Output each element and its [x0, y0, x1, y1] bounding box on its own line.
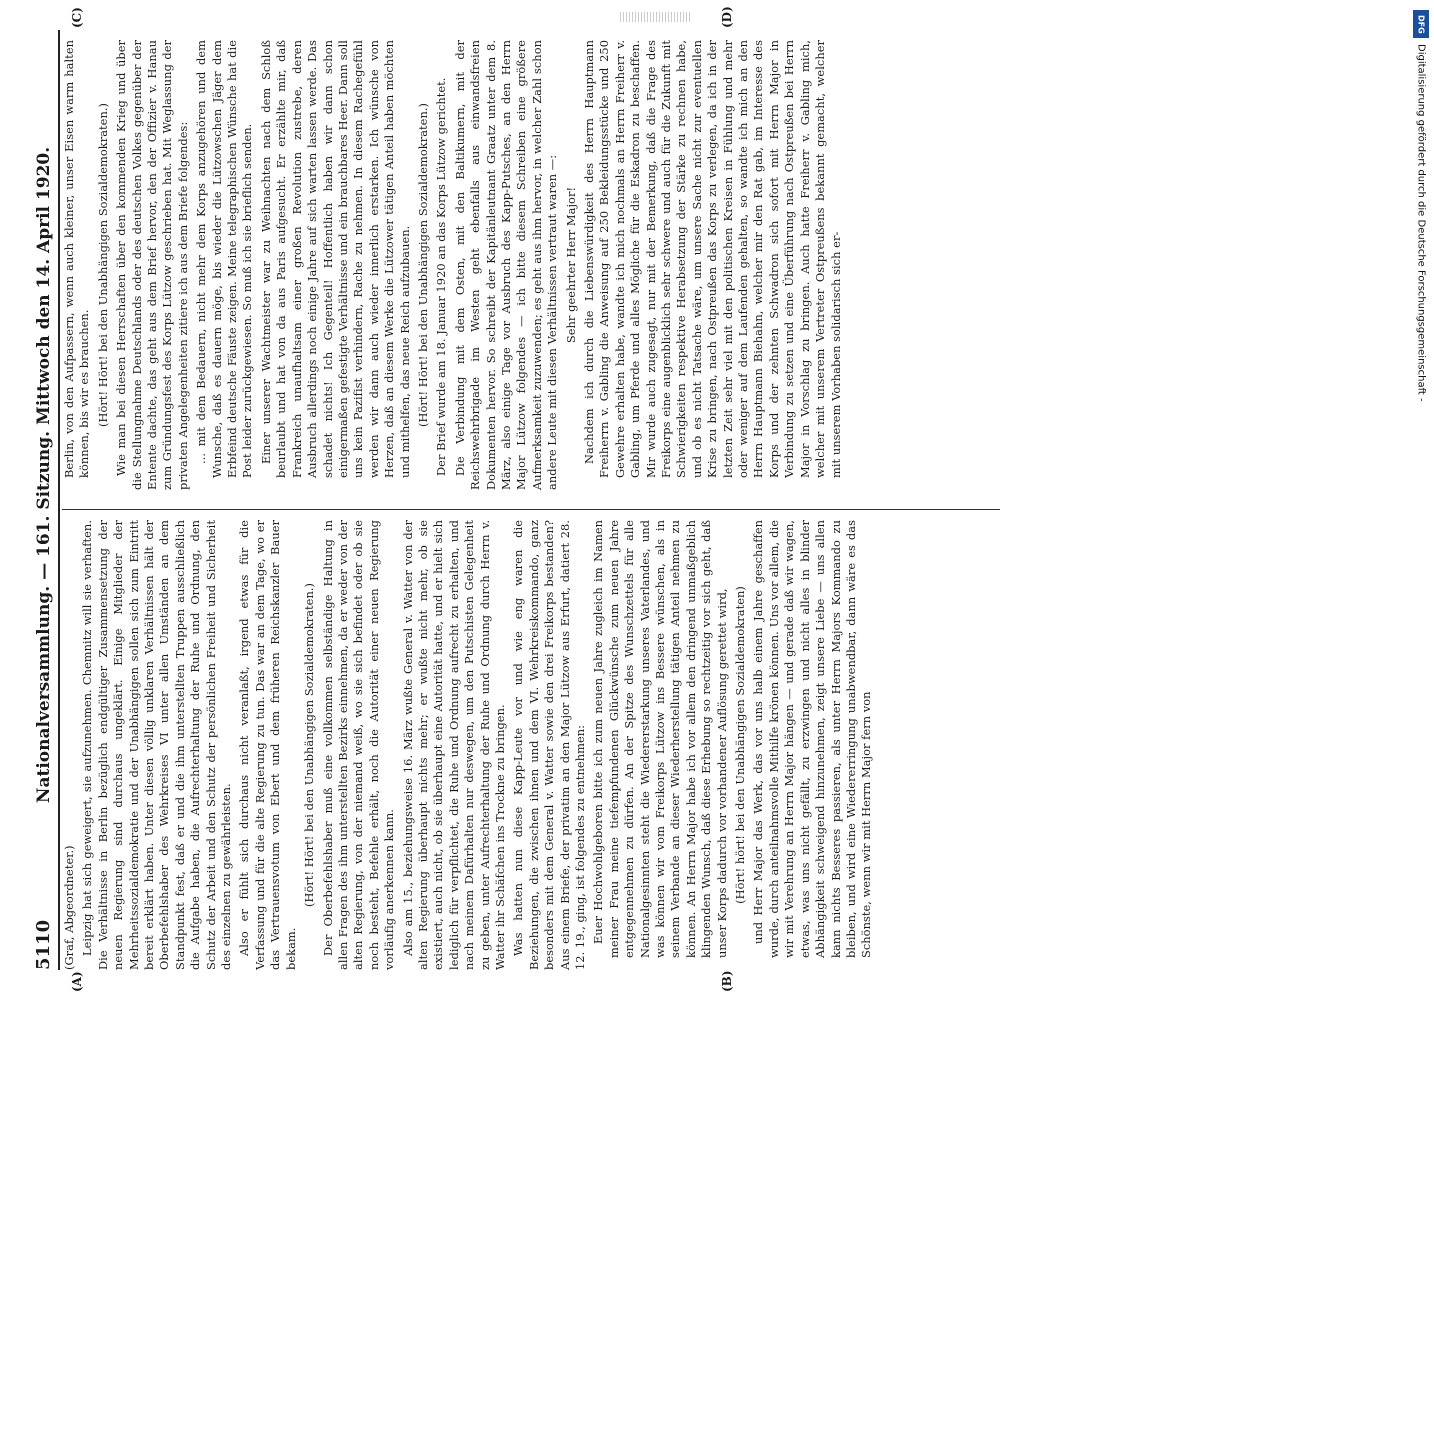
quoted-letter: Einer unserer Wachtmeister war zu Weihnachten nach dem Schloß beurlaubt und hat von da aus Paris aufgesucht. Er erzählte mir, daß Frankreich unaufhaltsam einer großen Revolution zustrebe, deren Ausbruch allerdings noch einige Jahre auf sich warten lassen werde. Das schadet nichts! Ich Gegenteil! Hoffentlich haben wir dann schon einigermaßen gefestigte Verhältnisse und ein brauchbares Heer. Dann soll uns kein Pazifist verhindern, Rache zu nehmen. In diesem Rachegefühl werden wir dann auch wieder innerlich erstarken. Ich wünsche von Herzen, daß an diesem Werke die Lützower tätigen Anteil haben möchten und mithelfen, das neue Reich aufzubauen.: [258, 40, 412, 478]
paragraph: Leipzig hat sich geweigert, sie aufzunehmen. Chemnitz will sie verhaften. Die Verhältnisse in Berlin bezüglich endgültiger Zusammensetzung der neuen Regierung sind durchaus ungeklärt. Einige Mitglieder der Mehrheitssozialdemokratie und der Unabhängigen sollen sich zum Eintritt bereit erklärt haben. Unter diesen völlig unklaren Verhältnissen hält der Oberbefehlshaber des Wehrkreises VI unter allen Umständen an dem Standpunkt fest, daß er und die ihm unterstellten Truppen ausschließlich die Aufgabe haben, die Aufrechterhaltung der Ruhe und Ordnung, den Schutz der Arbeit und den Schutz der persönlichen Freiheit und Sicherheit des einzelnen zu gewährleisten.: [80, 520, 234, 970]
document-page: [0, 0, 1000, 1000]
interjection: (Hört! hört! bei den Unabhängigen Sozialdemokraten): [733, 586, 748, 904]
paragraph: Also am 15., beziehungsweise 16. März wußte General v. Watter von der alten Regierung überhaupt nichts mehr; er wußte nicht mehr, ob sie existiert, auch nicht, ob sie überhaupt eine Autorität hatte, und er hielt sich lediglich für verpflichtet, die Ruhe und Ordnung aufrecht zu erhalten, und nach meinem Dafürhalten nur deswegen, um den Putschisten Gelegenheit zu geben, unter Aufrechterhaltung der Ruhe und Ordnung durch Herrn v. Watter ihr Schäfchen ins Trockne zu bringen.: [400, 520, 507, 970]
paragraph: Die Verbindung mit dem Osten, mit den Baltikumern, mit der Reichswehrbrigade im Westen geht ebenfalls aus einwandsfreien Dokumenten hervor. So schreibt der Kapitänleutnant Graatz unter dem 8. März, also einige Tage vor Ausbruch des Kapp-Putsches, an den Herrn Major Lützow folgendes — ich bitte diesem Schreiben eine größere Aufmerksamkeit zuzuwenden; es geht aus ihm hervor, in welcher Zahl schon andere Leute mit diesen Verhältnissen vertraut waren —:: [452, 40, 560, 490]
paragraph: Der Oberbefehlshaber muß eine vollkommen selbständige Haltung in allen Fragen des ihm unterstellten Bezirks einnehmen, da er weder von der alten Regierung, von der niemand weiß, wo sie sich befindet oder ob sie noch besteht, Befehle erhält, noch die Autorität einer neuen Regierung vorläufig anerkennen kann.: [320, 520, 397, 970]
interjection: (Hört! Hört! bei den Unabhängigen Sozialdemokraten.): [415, 102, 430, 428]
quoted-letter: Euer Hochwohlgeboren bitte ich zum neuen Jahre zugleich im Namen meiner Frau meine tiefempfundenen Glückwünsche zum neuen Jahre entgegennehmen zu dürfen. An der Spitze des Wunschzettels für alle Nationalgesinnten steht die Wiedererstarkung unseres Vaterlandes, und was können wir vom Freikorps Lützow ins Bessere wünschen, als in seinem Verbande an dieser Wiederherstellung tätigen Anteil nehmen zu können. An Herrn Major habe ich vor allem den dringend unmaßgeblich klingenden Wunsch, daß diese Erhebung so rechtzeitig vor sich geht, daß unser Korps dadurch vor vorhandener Auflösung gerettet wird,: [591, 520, 729, 958]
paragraph: Wie man bei diesen Herrschaften über den kommenden Krieg und über die Stellungnahme Deutschlands oder des deutschen Volkes gegenüber der Entente dachte, das geht aus dem Brief hervor, den der Offizier v. Hanau zum Gründungsfest des Korps Lützow geschrieben hat. Mit Weglassung der privaten Angelegenheiten zitiere ich aus dem Briefe folgendes:: [114, 40, 190, 490]
quoted-letter: und Herr Major das Werk, das vor uns halb einem Jahre geschaffen wurde, durch anteilnahmsvolle Mithilfe krönen können. Uns vor allem, die wir mit Verehrung an Herrn Major hängen — und gerade daß wir wagen, etwas, was uns nicht gefällt, zu erzwingen und nicht alles in blinder Abhängigkeit schweigend hinzunehmen, zeigt unsere Liebe — uns allen kann nichts Besseres passieren, als unter Herrn Majors Kommando zu bleiben, und wird eine Wiedererringung unabwendbar, dann wäre es das Schönste, wenn wir mit Herrn Major fern von: [751, 520, 874, 958]
margin-letter-d: (D): [720, 6, 734, 28]
dfg-logo: DFG: [1413, 10, 1429, 38]
paragraph: Was hatten nun diese Kapp-Leute vor und wie eng waren die Beziehungen, die zwischen ihnen und dem VI. Wehrkreiskommando, ganz besonders mit dem General v. Watter sowie den drei Freikorps bestanden? Aus einem Briefe, der privatim an den Major Lützow aus Erfurt, datiert 28. 12. 19., ging, ist folgendes zu entnehmen:: [511, 520, 587, 970]
page-number: 5110: [33, 919, 54, 970]
right-column: [62, 40, 1000, 490]
letter-salutation: Sehr geehrter Herr Major!: [563, 186, 578, 344]
interjection: (Hört! Hört! bei den Unabhängigen Sozialdemokraten.): [95, 102, 110, 428]
margin-letter-b: (B): [720, 970, 734, 992]
margin-letter-c: (C): [70, 7, 84, 28]
quoted-letter: Berlin, von den Aufpassern, wenn auch kleiner, unser Eisen warm halten können, bis wir es brauchen.: [62, 40, 92, 478]
paragraph: Der Brief wurde am 18. Januar 1920 an das Korps Lützow gerichtet.: [434, 77, 449, 476]
paragraph: Also er fühlt sich durchaus nicht veranlaßt, irgend etwas für die Verfassung und für die alte Regierung zu tun. Das war an dem Tage, wo er das Vertrauensvotum von Ebert und dem früheren Reichskanzler Bauer bekam.: [237, 520, 298, 970]
speaker-line: (Graf, Abgeordneter.): [62, 845, 76, 970]
interjection: (Hört! Hört! bei den Unabhängigen Sozialdemokraten.): [302, 582, 317, 908]
page-header: [28, 30, 54, 970]
header-rule: [58, 30, 60, 970]
quoted-letter: Nachdem ich durch die Liebenswürdigkeit des Herrn Hauptmann Freiherrn v. Gabling die Anweisung auf 250 Bekleidungsstücke und 250 Gewehre erhalten habe, wandte ich mich nochmals an Herrn Freiherr v. Gabling, um Pferde und alles Mögliche für die Eskadron zu beschaffen. Mir wurde auch zugesagt, nur mit der Bemerkung, daß die Frage des Freikorps eine augenblicklich sehr schwere und auch für die Zukunft mit Schwierigkeiten respektive Herabsetzung der Stärke zu rechnen habe, und ob es nicht Tatsache wäre, um unsere Sache nicht zur eventuellen Krise zu bringen, nach Ostpreußen das Korps zu verlegen, da ich in der letzten Zeit sehr viel mit den politischen Kreisen in Fühlung und mehr oder weniger auf dem Laufenden gehalten, so wandte ich mich an den Herrn Hauptmann Biehahn, welcher mir den Rat gab, im Interesse des Korps und der zehnten Schwadron sich sofort mit Herrn Major in Verbindung zu setzen und eine Überführung nach Ostpreußen bei Herrn Major in Vorschlag zu bringen. Auch hatte Freiherr v. Gabling mich, welcher mit unserem Vertreter Ostpreußens bekannt gemacht, welcher mit unserem Vorhaben solidarisch sich er-: [582, 40, 843, 478]
left-column: [62, 520, 1000, 970]
dfg-credit-text: Digitalisierung gefördert durch die Deutsche Forschungsgemeinschaft -: [1415, 44, 1427, 402]
quoted-letter: ... mit dem Bedauern, nicht mehr dem Korps anzugehören und dem Wunsche, daß es dauern möge, bis wieder die Lützowschen Jäger dem Erbfeind deutsche Fäuste zeigen. Meine telegraphischen Wünsche hat die Post leider zurückgewiesen. So muß ich sie brieflich senden.: [194, 40, 255, 478]
column-divider: [62, 509, 1000, 510]
page-title: Nationalversammlung. — 161. Sitzung. Mittwoch den 14. April 1920.: [34, 146, 54, 804]
margin-letter-a: (A): [70, 971, 84, 992]
dfg-sidebar: [1410, 10, 1432, 970]
